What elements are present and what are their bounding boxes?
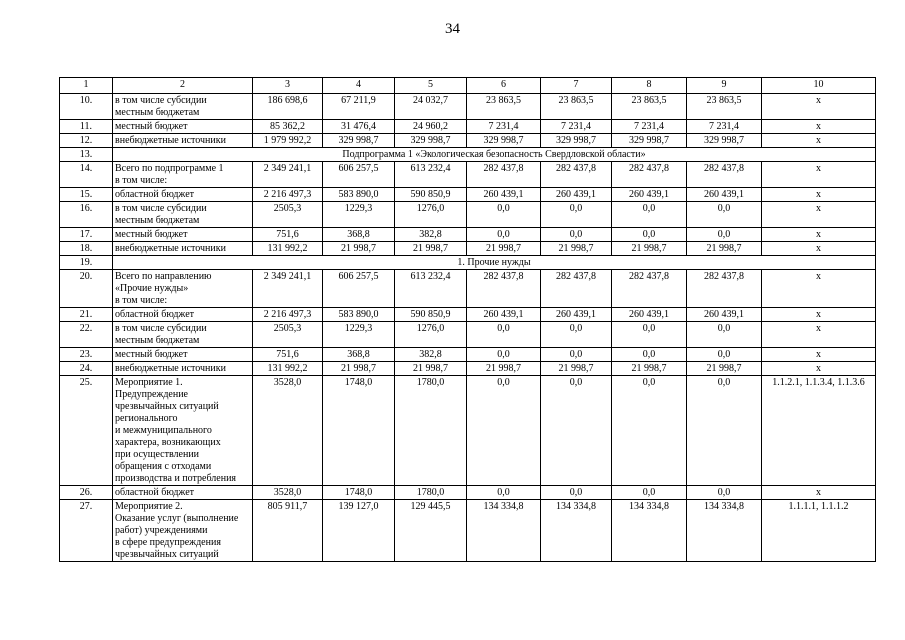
- table-row: [60, 362, 876, 376]
- target-ref-cell: х: [762, 242, 876, 256]
- item-name-line: Предупреждение: [115, 389, 188, 400]
- header-cell: 2: [113, 78, 253, 94]
- amount-cell: 260 439,1: [612, 188, 687, 202]
- row-number-cell: 10.: [60, 94, 113, 120]
- amount-cell: 7 231,4: [687, 120, 762, 134]
- item-name-line: характера, возникающих: [115, 437, 221, 448]
- amount-cell: 260 439,1: [467, 308, 541, 322]
- section-row: [60, 256, 876, 270]
- amount-cell: 382,8: [395, 348, 467, 362]
- amount-cell: 21 998,7: [467, 242, 541, 256]
- row-number-cell: 20.: [60, 270, 113, 308]
- amount-cell: 368,8: [323, 228, 395, 242]
- amount-cell: 21 998,7: [612, 362, 687, 376]
- amount-cell: 260 439,1: [467, 188, 541, 202]
- item-name-line: внебюджетные источники: [115, 135, 226, 146]
- amount-cell: 186 698,6: [253, 94, 323, 120]
- item-name-cell: [113, 348, 253, 362]
- row-number-cell: 21.: [60, 308, 113, 322]
- amount-cell: 1229,3: [323, 202, 395, 228]
- amount-cell: 2 349 241,1: [253, 270, 323, 308]
- item-name-cell: [113, 162, 253, 188]
- amount-cell: 329 998,7: [612, 134, 687, 148]
- amount-cell: 7 231,4: [467, 120, 541, 134]
- item-name-cell: [113, 376, 253, 486]
- amount-cell: 3528,0: [253, 486, 323, 500]
- amount-cell: 590 850,9: [395, 188, 467, 202]
- amount-cell: 134 334,8: [541, 500, 612, 562]
- amount-cell: 134 334,8: [467, 500, 541, 562]
- amount-cell: 3528,0: [253, 376, 323, 486]
- amount-cell: 583 890,0: [323, 188, 395, 202]
- amount-cell: 1748,0: [323, 376, 395, 486]
- amount-cell: 1229,3: [323, 322, 395, 348]
- amount-cell: 0,0: [467, 202, 541, 228]
- header-cell: 8: [612, 78, 687, 94]
- amount-cell: 21 998,7: [323, 362, 395, 376]
- target-ref-cell: х: [762, 348, 876, 362]
- item-name-line: Мероприятие 1.: [115, 377, 183, 388]
- amount-cell: 0,0: [541, 376, 612, 486]
- amount-cell: 23 863,5: [541, 94, 612, 120]
- item-name-line: в том числе:: [115, 175, 168, 186]
- row-number-cell: 24.: [60, 362, 113, 376]
- amount-cell: 382,8: [395, 228, 467, 242]
- amount-cell: 21 998,7: [395, 362, 467, 376]
- amount-cell: 368,8: [323, 348, 395, 362]
- item-name-line: местным бюджетам: [115, 215, 200, 226]
- amount-cell: 329 998,7: [467, 134, 541, 148]
- amount-cell: 0,0: [467, 376, 541, 486]
- table-row: [60, 94, 876, 120]
- target-ref-cell: х: [762, 120, 876, 134]
- amount-cell: 613 232,4: [395, 270, 467, 308]
- amount-cell: 0,0: [612, 376, 687, 486]
- page-number: 34: [445, 21, 460, 37]
- target-ref-cell: х: [762, 270, 876, 308]
- item-name-line: внебюджетные источники: [115, 243, 226, 254]
- amount-cell: 0,0: [612, 228, 687, 242]
- target-ref-cell: х: [762, 308, 876, 322]
- amount-cell: 7 231,4: [541, 120, 612, 134]
- row-number-cell: 27.: [60, 500, 113, 562]
- amount-cell: 282 437,8: [687, 270, 762, 308]
- item-name-line: в том числе субсидии: [115, 203, 207, 214]
- amount-cell: 0,0: [687, 348, 762, 362]
- amount-cell: 329 998,7: [395, 134, 467, 148]
- amount-cell: 0,0: [467, 228, 541, 242]
- item-name-cell: [113, 94, 253, 120]
- amount-cell: 23 863,5: [687, 94, 762, 120]
- amount-cell: 282 437,8: [467, 162, 541, 188]
- amount-cell: 260 439,1: [541, 308, 612, 322]
- item-name-line: и межмуниципального: [115, 425, 212, 436]
- amount-cell: 0,0: [612, 202, 687, 228]
- amount-cell: 0,0: [687, 376, 762, 486]
- amount-cell: 329 998,7: [323, 134, 395, 148]
- target-ref-cell: 1.1.2.1, 1.1.3.4, 1.1.3.6: [762, 376, 876, 486]
- header-cell: 6: [467, 78, 541, 94]
- header-cell: 7: [541, 78, 612, 94]
- header-cell: 5: [395, 78, 467, 94]
- amount-cell: 0,0: [541, 486, 612, 500]
- amount-cell: 21 998,7: [467, 362, 541, 376]
- item-name-cell: [113, 322, 253, 348]
- item-name-line: Всего по направлению: [115, 271, 212, 282]
- amount-cell: 583 890,0: [323, 308, 395, 322]
- amount-cell: 0,0: [687, 486, 762, 500]
- section-title-cell: 1. Прочие нужды: [113, 256, 876, 270]
- table-row: [60, 202, 876, 228]
- table-row: [60, 134, 876, 148]
- table-row: [60, 376, 876, 486]
- amount-cell: 2505,3: [253, 202, 323, 228]
- header-cell: 4: [323, 78, 395, 94]
- amount-cell: 21 998,7: [541, 242, 612, 256]
- amount-cell: 23 863,5: [467, 94, 541, 120]
- table-row: [60, 500, 876, 562]
- amount-cell: 282 437,8: [612, 162, 687, 188]
- amount-cell: 0,0: [612, 486, 687, 500]
- amount-cell: 24 960,2: [395, 120, 467, 134]
- amount-cell: 0,0: [541, 322, 612, 348]
- amount-cell: 21 998,7: [541, 362, 612, 376]
- header-cell: 9: [687, 78, 762, 94]
- item-name-cell: [113, 270, 253, 308]
- amount-cell: 260 439,1: [612, 308, 687, 322]
- table-row: [60, 162, 876, 188]
- row-number-cell: 19.: [60, 256, 113, 270]
- item-name-line: в сфере предупреждения: [115, 537, 221, 548]
- item-name-line: чрезвычайных ситуаций: [115, 401, 219, 412]
- amount-cell: 23 863,5: [612, 94, 687, 120]
- item-name-line: местный бюджет: [115, 229, 188, 240]
- amount-cell: 2 216 497,3: [253, 308, 323, 322]
- item-name-cell: [113, 120, 253, 134]
- amount-cell: 1780,0: [395, 486, 467, 500]
- table-row: [60, 322, 876, 348]
- item-name-line: обращения с отходами: [115, 461, 212, 472]
- item-name-line: производства и потребления: [115, 473, 237, 484]
- section-title-cell: Подпрограмма 1 «Экологическая безопасность Свердловской области»: [113, 148, 876, 162]
- row-number-cell: 22.: [60, 322, 113, 348]
- table-row: [60, 270, 876, 308]
- amount-cell: 0,0: [612, 322, 687, 348]
- target-ref-cell: х: [762, 94, 876, 120]
- target-ref-cell: 1.1.1.1, 1.1.1.2: [762, 500, 876, 562]
- target-ref-cell: х: [762, 228, 876, 242]
- row-number-cell: 13.: [60, 148, 113, 162]
- table-row: [60, 188, 876, 202]
- amount-cell: 282 437,8: [541, 162, 612, 188]
- table-row: [60, 308, 876, 322]
- item-name-line: областной бюджет: [115, 309, 195, 320]
- item-name-line: в том числе:: [115, 295, 168, 306]
- amount-cell: 2 216 497,3: [253, 188, 323, 202]
- amount-cell: 613 232,4: [395, 162, 467, 188]
- item-name-cell: [113, 308, 253, 322]
- row-number-cell: 26.: [60, 486, 113, 500]
- amount-cell: 21 998,7: [687, 242, 762, 256]
- item-name-cell: [113, 188, 253, 202]
- target-ref-cell: х: [762, 202, 876, 228]
- item-name-line: местный бюджет: [115, 121, 188, 132]
- budget-table: [59, 77, 876, 562]
- table-row: [60, 242, 876, 256]
- amount-cell: 606 257,5: [323, 162, 395, 188]
- amount-cell: 329 998,7: [687, 134, 762, 148]
- amount-cell: 134 334,8: [612, 500, 687, 562]
- item-name-line: местным бюджетам: [115, 335, 200, 346]
- row-number-cell: 23.: [60, 348, 113, 362]
- amount-cell: 751,6: [253, 228, 323, 242]
- item-name-cell: [113, 500, 253, 562]
- item-name-line: областной бюджет: [115, 487, 195, 498]
- amount-cell: 282 437,8: [612, 270, 687, 308]
- row-number-cell: 25.: [60, 376, 113, 486]
- item-name-cell: [113, 242, 253, 256]
- amount-cell: 329 998,7: [541, 134, 612, 148]
- row-number-cell: 18.: [60, 242, 113, 256]
- amount-cell: 67 211,9: [323, 94, 395, 120]
- table-body: [60, 78, 876, 562]
- amount-cell: 282 437,8: [467, 270, 541, 308]
- item-name-line: Оказание услуг (выполнение: [115, 513, 239, 524]
- item-name-line: местным бюджетам: [115, 107, 200, 118]
- table-row: [60, 486, 876, 500]
- row-number-cell: 14.: [60, 162, 113, 188]
- item-name-line: в том числе субсидии: [115, 95, 207, 106]
- amount-cell: 7 231,4: [612, 120, 687, 134]
- header-cell: 1: [60, 78, 113, 94]
- amount-cell: 606 257,5: [323, 270, 395, 308]
- target-ref-cell: х: [762, 162, 876, 188]
- amount-cell: 0,0: [541, 348, 612, 362]
- item-name-line: чрезвычайных ситуаций: [115, 549, 219, 560]
- header-row: [60, 78, 876, 94]
- amount-cell: 1276,0: [395, 202, 467, 228]
- amount-cell: 0,0: [541, 228, 612, 242]
- amount-cell: 0,0: [467, 322, 541, 348]
- amount-cell: 1748,0: [323, 486, 395, 500]
- amount-cell: 805 911,7: [253, 500, 323, 562]
- table-row: [60, 228, 876, 242]
- amount-cell: 2505,3: [253, 322, 323, 348]
- item-name-line: Всего по подпрограмме 1: [115, 163, 224, 174]
- row-number-cell: 17.: [60, 228, 113, 242]
- amount-cell: 282 437,8: [687, 162, 762, 188]
- amount-cell: 134 334,8: [687, 500, 762, 562]
- item-name-cell: [113, 486, 253, 500]
- amount-cell: 21 998,7: [395, 242, 467, 256]
- header-cell: 3: [253, 78, 323, 94]
- item-name-cell: [113, 362, 253, 376]
- amount-cell: 21 998,7: [323, 242, 395, 256]
- table-row: [60, 348, 876, 362]
- target-ref-cell: х: [762, 322, 876, 348]
- item-name-cell: [113, 134, 253, 148]
- row-number-cell: 11.: [60, 120, 113, 134]
- amount-cell: 21 998,7: [687, 362, 762, 376]
- amount-cell: 260 439,1: [687, 188, 762, 202]
- row-number-cell: 15.: [60, 188, 113, 202]
- table-row: [60, 120, 876, 134]
- item-name-cell: [113, 228, 253, 242]
- amount-cell: 1276,0: [395, 322, 467, 348]
- amount-cell: 0,0: [687, 202, 762, 228]
- amount-cell: 131 992,2: [253, 242, 323, 256]
- item-name-cell: [113, 202, 253, 228]
- target-ref-cell: х: [762, 188, 876, 202]
- item-name-line: областной бюджет: [115, 189, 195, 200]
- item-name-line: в том числе субсидии: [115, 323, 207, 334]
- amount-cell: 260 439,1: [687, 308, 762, 322]
- amount-cell: 260 439,1: [541, 188, 612, 202]
- item-name-line: регионального: [115, 413, 178, 424]
- item-name-line: местный бюджет: [115, 349, 188, 360]
- amount-cell: 0,0: [467, 348, 541, 362]
- amount-cell: 139 127,0: [323, 500, 395, 562]
- item-name-line: «Прочие нужды»: [115, 283, 189, 294]
- item-name-line: внебюджетные источники: [115, 363, 226, 374]
- amount-cell: 0,0: [612, 348, 687, 362]
- amount-cell: 85 362,2: [253, 120, 323, 134]
- header-cell: 10: [762, 78, 876, 94]
- row-number-cell: 12.: [60, 134, 113, 148]
- amount-cell: 0,0: [687, 322, 762, 348]
- target-ref-cell: х: [762, 486, 876, 500]
- amount-cell: 0,0: [687, 228, 762, 242]
- amount-cell: 129 445,5: [395, 500, 467, 562]
- amount-cell: 24 032,7: [395, 94, 467, 120]
- target-ref-cell: х: [762, 362, 876, 376]
- section-row: [60, 148, 876, 162]
- item-name-line: Мероприятие 2.: [115, 501, 183, 512]
- amount-cell: 1780,0: [395, 376, 467, 486]
- amount-cell: 0,0: [541, 202, 612, 228]
- amount-cell: 751,6: [253, 348, 323, 362]
- amount-cell: 0,0: [467, 486, 541, 500]
- target-ref-cell: х: [762, 134, 876, 148]
- amount-cell: 2 349 241,1: [253, 162, 323, 188]
- amount-cell: 31 476,4: [323, 120, 395, 134]
- row-number-cell: 16.: [60, 202, 113, 228]
- amount-cell: 21 998,7: [612, 242, 687, 256]
- item-name-line: работ) учреждениями: [115, 525, 208, 536]
- amount-cell: 590 850,9: [395, 308, 467, 322]
- item-name-line: при осуществлении: [115, 449, 200, 460]
- amount-cell: 1 979 992,2: [253, 134, 323, 148]
- amount-cell: 131 992,2: [253, 362, 323, 376]
- amount-cell: 282 437,8: [541, 270, 612, 308]
